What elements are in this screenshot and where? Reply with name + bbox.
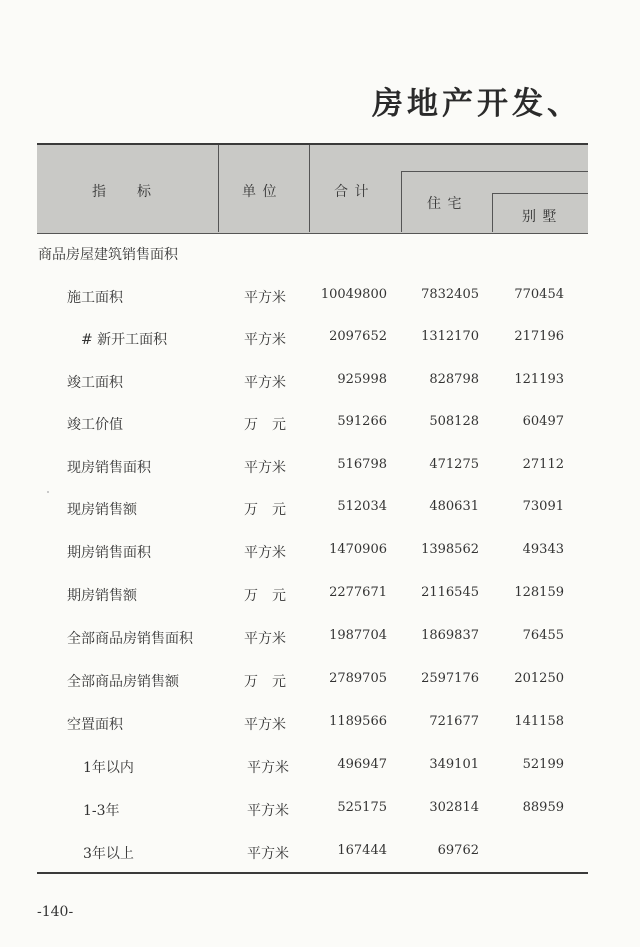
- row-villa: 52199: [522, 757, 564, 772]
- table-row: [37, 628, 588, 648]
- row-villa: 128159: [514, 585, 564, 600]
- table-header: [37, 143, 588, 234]
- header-unit: 单 位: [242, 184, 278, 200]
- row-unit: 平方米: [244, 332, 286, 348]
- row-unit: 万 元: [244, 674, 286, 690]
- row-total: 925998: [337, 372, 387, 387]
- row-villa: 121193: [514, 372, 564, 387]
- column-divider: [309, 145, 310, 232]
- table-row: [37, 843, 588, 863]
- row-name: 现房销售额: [67, 502, 137, 518]
- row-total: 525175: [337, 800, 387, 815]
- row-total: 1189566: [329, 714, 387, 729]
- row-name: 现房销售面积: [67, 460, 151, 476]
- row-name: 空置面积: [67, 717, 123, 733]
- row-residential: 69762: [437, 843, 479, 858]
- header-total: 合 计: [334, 184, 370, 200]
- row-villa: 201250: [514, 671, 564, 686]
- row-name: 全部商品房销售额: [67, 674, 179, 690]
- row-residential: 2116545: [421, 585, 479, 600]
- table-row: [37, 329, 588, 349]
- row-residential: 721677: [429, 714, 479, 729]
- row-unit: 平方米: [247, 803, 289, 819]
- row-residential: 508128: [429, 414, 479, 429]
- row-villa: 27112: [522, 457, 564, 472]
- row-villa: 60497: [522, 414, 564, 429]
- header-indicator: 指 标: [92, 184, 152, 200]
- header-residential: 住 宅: [427, 196, 463, 212]
- header-rule: [492, 193, 588, 194]
- row-villa: 770454: [514, 287, 564, 302]
- table-row: [37, 800, 588, 820]
- row-name: 1年以内: [83, 760, 134, 776]
- row-unit: 平方米: [247, 846, 289, 862]
- table-row: [37, 499, 588, 519]
- table-row: [37, 671, 588, 691]
- row-total: 1470906: [329, 542, 387, 557]
- row-residential: 471275: [429, 457, 479, 472]
- row-residential: 302814: [429, 800, 479, 815]
- row-unit: 平方米: [244, 717, 286, 733]
- row-residential: 828798: [429, 372, 479, 387]
- table-row: [37, 414, 588, 434]
- row-total: 516798: [337, 457, 387, 472]
- row-villa: 141158: [514, 714, 564, 729]
- header-villa: 别 墅: [522, 209, 558, 225]
- page-title: 房地产开发、: [372, 86, 582, 122]
- row-unit: 万 元: [244, 588, 286, 604]
- row-total: 2277671: [329, 585, 387, 600]
- row-villa: 73091: [522, 499, 564, 514]
- row-total: 167444: [337, 843, 387, 858]
- row-unit: 平方米: [244, 375, 286, 391]
- row-name: # 新开工面积: [81, 332, 168, 348]
- scan-speck: [47, 491, 49, 493]
- row-unit: 万 元: [244, 417, 286, 433]
- row-residential: 1398562: [421, 542, 479, 557]
- row-residential: 349101: [429, 757, 479, 772]
- table-row: [37, 757, 588, 777]
- row-villa: 88959: [522, 800, 564, 815]
- table-row: [37, 457, 588, 477]
- row-unit: 平方米: [247, 760, 289, 776]
- row-residential: 480631: [429, 499, 479, 514]
- table-row: [37, 287, 588, 307]
- row-villa: 76455: [522, 628, 564, 643]
- row-residential: 1312170: [421, 329, 479, 344]
- column-divider: [492, 193, 493, 232]
- section-label: 商品房屋建筑销售面积: [38, 247, 178, 263]
- row-residential: 1869837: [421, 628, 479, 643]
- row-name: 全部商品房销售面积: [67, 631, 193, 647]
- row-name: 期房销售面积: [67, 545, 151, 561]
- row-residential: 7832405: [421, 287, 479, 302]
- row-unit: 平方米: [244, 631, 286, 647]
- row-total: 10049800: [320, 287, 387, 302]
- row-total: 496947: [337, 757, 387, 772]
- row-name: 施工面积: [67, 290, 123, 306]
- row-name: 竣工价值: [67, 417, 123, 433]
- page-number: -140-: [37, 904, 74, 920]
- column-divider: [401, 171, 402, 232]
- table-row: [37, 585, 588, 605]
- header-rule: [401, 171, 588, 172]
- row-name: 竣工面积: [67, 375, 123, 391]
- column-divider: [218, 145, 219, 232]
- table-row: [37, 372, 588, 392]
- row-unit: 万 元: [244, 502, 286, 518]
- row-total: 512034: [337, 499, 387, 514]
- table-bottom-rule: [37, 872, 588, 874]
- row-total: 2097652: [329, 329, 387, 344]
- row-villa: 49343: [522, 542, 564, 557]
- row-unit: 平方米: [244, 290, 286, 306]
- table-row: [37, 714, 588, 734]
- row-total: 1987704: [329, 628, 387, 643]
- row-unit: 平方米: [244, 545, 286, 561]
- row-total: 2789705: [329, 671, 387, 686]
- row-name: 3年以上: [83, 846, 134, 862]
- table-row: [37, 542, 588, 562]
- row-residential: 2597176: [421, 671, 479, 686]
- row-unit: 平方米: [244, 460, 286, 476]
- row-name: 1-3年: [83, 803, 120, 819]
- row-name: 期房销售额: [67, 588, 137, 604]
- row-villa: 217196: [514, 329, 564, 344]
- row-total: 591266: [337, 414, 387, 429]
